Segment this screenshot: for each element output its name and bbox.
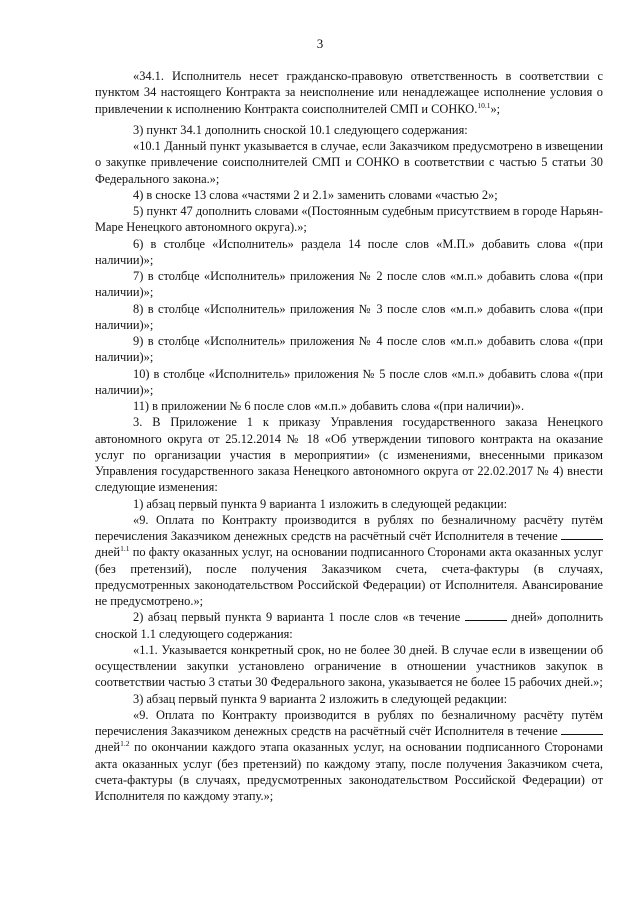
- paragraph-item-3: 3) пункт 34.1 дополнить сноской 10.1 следующего содержания:: [133, 122, 468, 137]
- paragraph-text-end: дополнить сноской 1.1 следующего содержания:: [95, 610, 603, 641]
- paragraph-section-3: 3. В Приложение 1 к приказу Управления государственного заказа Ненецкого автономного округа от 25.12.2014 № 18 «Об утверждении типового контракта на оказание услуг по организации участия в мероприятии» (с изменениями, внесенными приказом Управления государственного заказа Ненецкого автономного округа от 22.02.2017 № 4) внести следующие изменения:: [95, 415, 603, 495]
- paragraph-text: «9. Оплата по Контракту производится в рублях по безналичному расчёту путём перечисления Заказчиком денежных средств на расчётный счёт Исполнителя в течение: [95, 512, 603, 543]
- paragraph-text-mid: дней»: [511, 610, 543, 625]
- footnote-ref: 1.1: [120, 544, 130, 554]
- paragraph-item-10: 10) в столбце «Исполнитель» приложения № 5 после слов «м.п.» добавить слова «(при наличии)»;: [95, 366, 603, 397]
- paragraph-text: 2) абзац первый пункта 9 варианта 1 после слов «в течение: [133, 610, 461, 625]
- paragraph-text-end: по факту оказанных услуг, на основании подписанного Сторонами акта оказанных услуг (без претензий), после получения Заказчиком счета, счета-фактуры (в случаях, предусмотренных законодательством Российской Федерации) от Исполнителя. Авансирование не предусмотрено.»;: [95, 545, 603, 608]
- paragraph-34-1-quote: [95, 68, 603, 117]
- paragraph-footnote-10-1: «10.1 Данный пункт указывается в случае, если Заказчиком предусмотрено в извещении о закупке привлечение соисполнителей СМП и СОНКО в соответствии с частью 5 статьи 30 Федерального закона.»;: [95, 139, 603, 186]
- footnote-ref: 10.1: [477, 100, 491, 110]
- paragraph-text-end: по окончании каждого этапа оказанных услуг, на основании подписанного Сторонами акта оказанных услуг (без претензий) по каждому этапу, после получения Заказчиком счета, счета-фактуры (в случаях, предусмотренных законодательством Российской Федерации) от Исполнителя по каждому этапу.»;: [95, 740, 603, 803]
- blank-field: [561, 529, 603, 540]
- paragraph-item-9: 9) в столбце «Исполнитель» приложения № 4 после слов «м.п.» добавить слова «(при наличии)»;: [95, 334, 603, 365]
- paragraph-text-mid: дней: [95, 545, 121, 560]
- paragraph-text: «34.1. Исполнитель несет гражданско-правовую ответственность в соответствии с пунктом 34 настоящего Контракта за неисполнение или ненадлежащее исполнение условия о привлечении к исполнению Контракта соисполнителей СМП и СОНКО.: [95, 69, 603, 116]
- document-body: [95, 68, 603, 804]
- paragraph-item-4: 4) в сноске 13 слова «частями 2 и 2.1» заменить словами «частью 2»;: [133, 187, 498, 202]
- paragraph-item-8: 8) в столбце «Исполнитель» приложения № 3 после слов «м.п.» добавить слова «(при наличии)»;: [95, 301, 603, 332]
- paragraph-footnote-1-1: «1.1. Указывается конкретный срок, но не более 30 дней. В случае если в извещении об осуществлении закупки установлено ограничение в отношении участников закупок в соответствии частью 3 статьи 30 Федерального закона, указывается не более 15 рабочих дней.»;: [95, 642, 603, 690]
- paragraph-item-6: 6) в столбце «Исполнитель» раздела 14 после слов «М.П.» добавить слова «(при наличии)»;: [95, 236, 603, 267]
- paragraph-text: «9. Оплата по Контракту производится в рублях по безналичному расчёту путём перечисления Заказчиком денежных средств на расчётный счёт Исполнителя в течение: [95, 707, 603, 738]
- paragraph-sub-3: 3) абзац первый пункта 9 варианта 2 изложить в следующей редакции:: [133, 691, 508, 706]
- paragraph-item-11: 11) в приложении № 6 после слов «м.п.» добавить слова «(при наличии)».: [133, 399, 525, 413]
- paragraph-payment-variant-2: [95, 707, 603, 805]
- paragraph-text-mid: дней: [95, 740, 121, 755]
- page-number: 3: [316, 36, 324, 51]
- paragraph-text-end: »;: [490, 101, 501, 116]
- blank-field: [465, 610, 507, 621]
- paragraph-item-7: 7) в столбце «Исполнитель» приложения № 2 после слов «м.п.» добавить слова «(при наличии)»;: [95, 269, 603, 300]
- paragraph-payment-variant-1: [95, 512, 603, 610]
- paragraph-sub-2: [95, 609, 603, 642]
- blank-field: [561, 724, 603, 735]
- paragraph-item-5: 5) пункт 47 дополнить словами «(Постоянным судебным присутствием в городе Нарьян-Маре Ненецкого автономного округа).»;: [95, 204, 603, 235]
- footnote-ref: 1.2: [120, 739, 130, 749]
- paragraph-sub-1: 1) абзац первый пункта 9 варианта 1 изложить в следующей редакции:: [133, 496, 508, 511]
